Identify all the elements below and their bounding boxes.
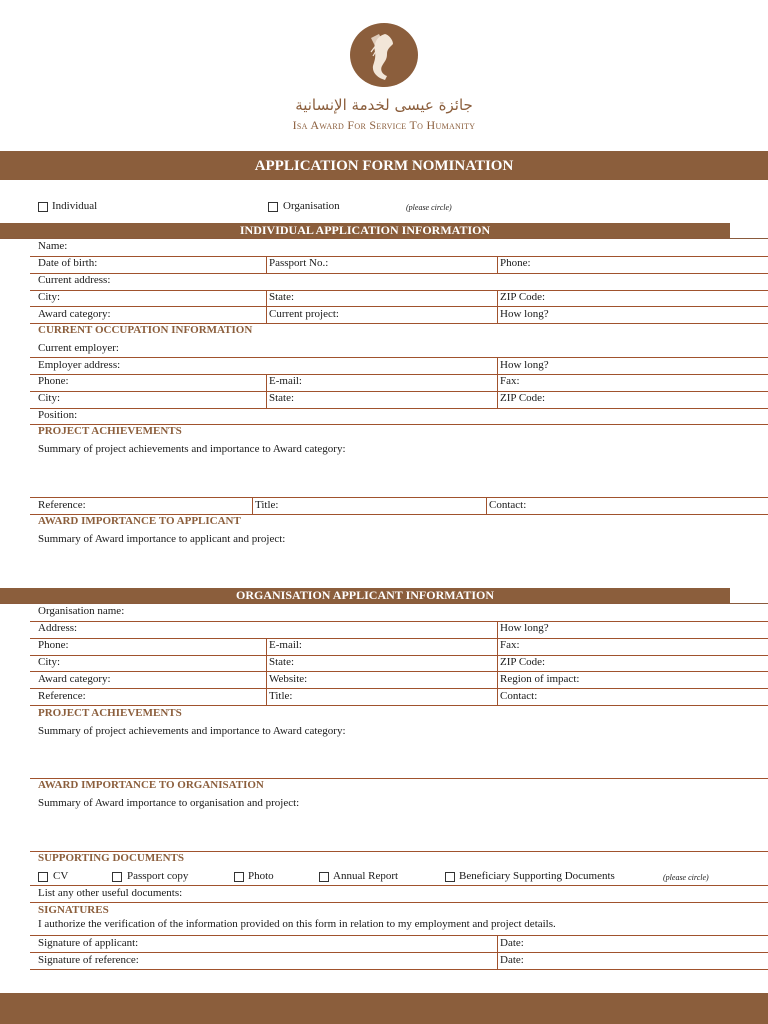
applicant-date-field[interactable]: Date: bbox=[500, 937, 524, 949]
award-category-field[interactable]: Award category: bbox=[38, 308, 111, 320]
organisation-section-band bbox=[0, 588, 730, 603]
award-importance-applicant-field[interactable]: Summary of Award importance to applicant and project: bbox=[38, 533, 286, 545]
dob-field[interactable]: Date of birth: bbox=[38, 257, 98, 269]
individual-section-title: INDIVIDUAL APPLICATION INFORMATION bbox=[239, 223, 491, 237]
city-field[interactable]: City: bbox=[38, 291, 61, 303]
annual-report-label: Annual Report bbox=[333, 870, 399, 882]
organisation-checkbox[interactable] bbox=[268, 202, 278, 212]
current-project-field[interactable]: Current project: bbox=[269, 308, 339, 320]
org-award-category-field[interactable]: Award category: bbox=[38, 673, 111, 685]
org-project-summary-field[interactable]: Summary of project achievements and importance to Award category: bbox=[38, 725, 346, 737]
arabic-award-name: جائزة عيسى لخدمة الإنسانية bbox=[295, 96, 473, 114]
footer-band bbox=[0, 993, 768, 1024]
project-summary-field[interactable]: Summary of project achievements and importance to Award category: bbox=[38, 443, 346, 455]
passport-field[interactable]: Passport No.: bbox=[269, 257, 329, 269]
work-fax-field[interactable]: Fax: bbox=[500, 375, 520, 387]
org-project-achievements-heading: PROJECT ACHIEVEMENTS bbox=[38, 707, 182, 719]
other-documents-field[interactable]: List any other useful documents: bbox=[38, 887, 183, 899]
org-city-field[interactable]: City: bbox=[38, 656, 61, 668]
annual-report-checkbox[interactable] bbox=[319, 872, 329, 882]
org-address-field[interactable]: Address: bbox=[38, 622, 78, 634]
state-field[interactable]: State: bbox=[269, 291, 295, 303]
signatures-heading: SIGNATURES bbox=[38, 904, 109, 916]
org-state-field[interactable]: State: bbox=[269, 656, 295, 668]
beneficiary-docs-checkbox[interactable] bbox=[445, 872, 455, 882]
org-reference-field[interactable]: Reference: bbox=[38, 690, 86, 702]
please-circle-note: (please circle) bbox=[406, 203, 452, 212]
work-email-field[interactable]: E-mail: bbox=[269, 375, 302, 387]
cv-checkbox[interactable] bbox=[38, 872, 48, 882]
employer-field[interactable]: Current employer: bbox=[38, 342, 119, 354]
org-reference-title-field[interactable]: Title: bbox=[269, 690, 293, 702]
org-how-long-field[interactable]: How long? bbox=[500, 622, 549, 634]
org-fax-field[interactable]: Fax: bbox=[500, 639, 520, 651]
reference-date-field[interactable]: Date: bbox=[500, 954, 524, 966]
individual-section-band bbox=[0, 223, 730, 238]
position-field[interactable]: Position: bbox=[38, 409, 78, 421]
occupation-heading: CURRENT OCCUPATION INFORMATION bbox=[38, 324, 253, 336]
beneficiary-docs-label: Beneficiary Supporting Documents bbox=[459, 870, 615, 882]
award-importance-org-field[interactable]: Summary of Award importance to organisation and project: bbox=[38, 797, 300, 809]
current-address-field[interactable]: Current address: bbox=[38, 274, 111, 286]
name-field[interactable]: Name: bbox=[38, 240, 68, 252]
please-circle-note-2: (please circle) bbox=[663, 873, 709, 882]
english-award-name: Isa Award For Service To Humanity bbox=[292, 118, 476, 132]
organisation-section-title: ORGANISATION APPLICANT INFORMATION bbox=[235, 588, 495, 602]
reference-field[interactable]: Reference: bbox=[38, 499, 86, 511]
work-city-field[interactable]: City: bbox=[38, 392, 61, 404]
form-title: APPLICATION FORM NOMINATION bbox=[254, 158, 514, 174]
passport-copy-label: Passport copy bbox=[127, 870, 189, 882]
phone-field[interactable]: Phone: bbox=[500, 257, 531, 269]
photo-label: Photo bbox=[248, 870, 274, 882]
award-logo bbox=[349, 22, 419, 88]
employment-how-long-field[interactable]: How long? bbox=[500, 359, 549, 371]
work-state-field[interactable]: State: bbox=[269, 392, 295, 404]
organisation-name-field[interactable]: Organisation name: bbox=[38, 605, 125, 617]
org-website-field[interactable]: Website: bbox=[269, 673, 308, 685]
project-achievements-heading: PROJECT ACHIEVEMENTS bbox=[38, 425, 182, 437]
passport-copy-checkbox[interactable] bbox=[112, 872, 122, 882]
form-title-band bbox=[0, 151, 768, 180]
org-phone-field[interactable]: Phone: bbox=[38, 639, 69, 651]
work-zip-field[interactable]: ZIP Code: bbox=[500, 392, 546, 404]
authorization-statement: I authorize the verification of the information provided on this form in relation to my employment and project details. bbox=[38, 918, 556, 930]
individual-label: Individual bbox=[52, 200, 98, 212]
org-reference-contact-field[interactable]: Contact: bbox=[500, 690, 538, 702]
org-region-field[interactable]: Region of impact: bbox=[500, 673, 580, 685]
org-email-field[interactable]: E-mail: bbox=[269, 639, 302, 651]
employer-address-field[interactable]: Employer address: bbox=[38, 359, 121, 371]
award-importance-applicant-heading: AWARD IMPORTANCE TO APPLICANT bbox=[38, 515, 241, 527]
award-importance-org-heading: AWARD IMPORTANCE TO ORGANISATION bbox=[38, 779, 264, 791]
cv-label: CV bbox=[53, 870, 69, 882]
work-phone-field[interactable]: Phone: bbox=[38, 375, 69, 387]
supporting-documents-heading: SUPPORTING DOCUMENTS bbox=[38, 852, 184, 864]
organisation-label: Organisation bbox=[283, 200, 340, 212]
individual-checkbox[interactable] bbox=[38, 202, 48, 212]
how-long-field[interactable]: How long? bbox=[500, 308, 549, 320]
org-zip-field[interactable]: ZIP Code: bbox=[500, 656, 546, 668]
applicant-signature-field[interactable]: Signature of applicant: bbox=[38, 937, 139, 949]
photo-checkbox[interactable] bbox=[234, 872, 244, 882]
reference-contact-field[interactable]: Contact: bbox=[489, 499, 527, 511]
reference-title-field[interactable]: Title: bbox=[255, 499, 279, 511]
zip-field[interactable]: ZIP Code: bbox=[500, 291, 546, 303]
reference-signature-field[interactable]: Signature of reference: bbox=[38, 954, 139, 966]
